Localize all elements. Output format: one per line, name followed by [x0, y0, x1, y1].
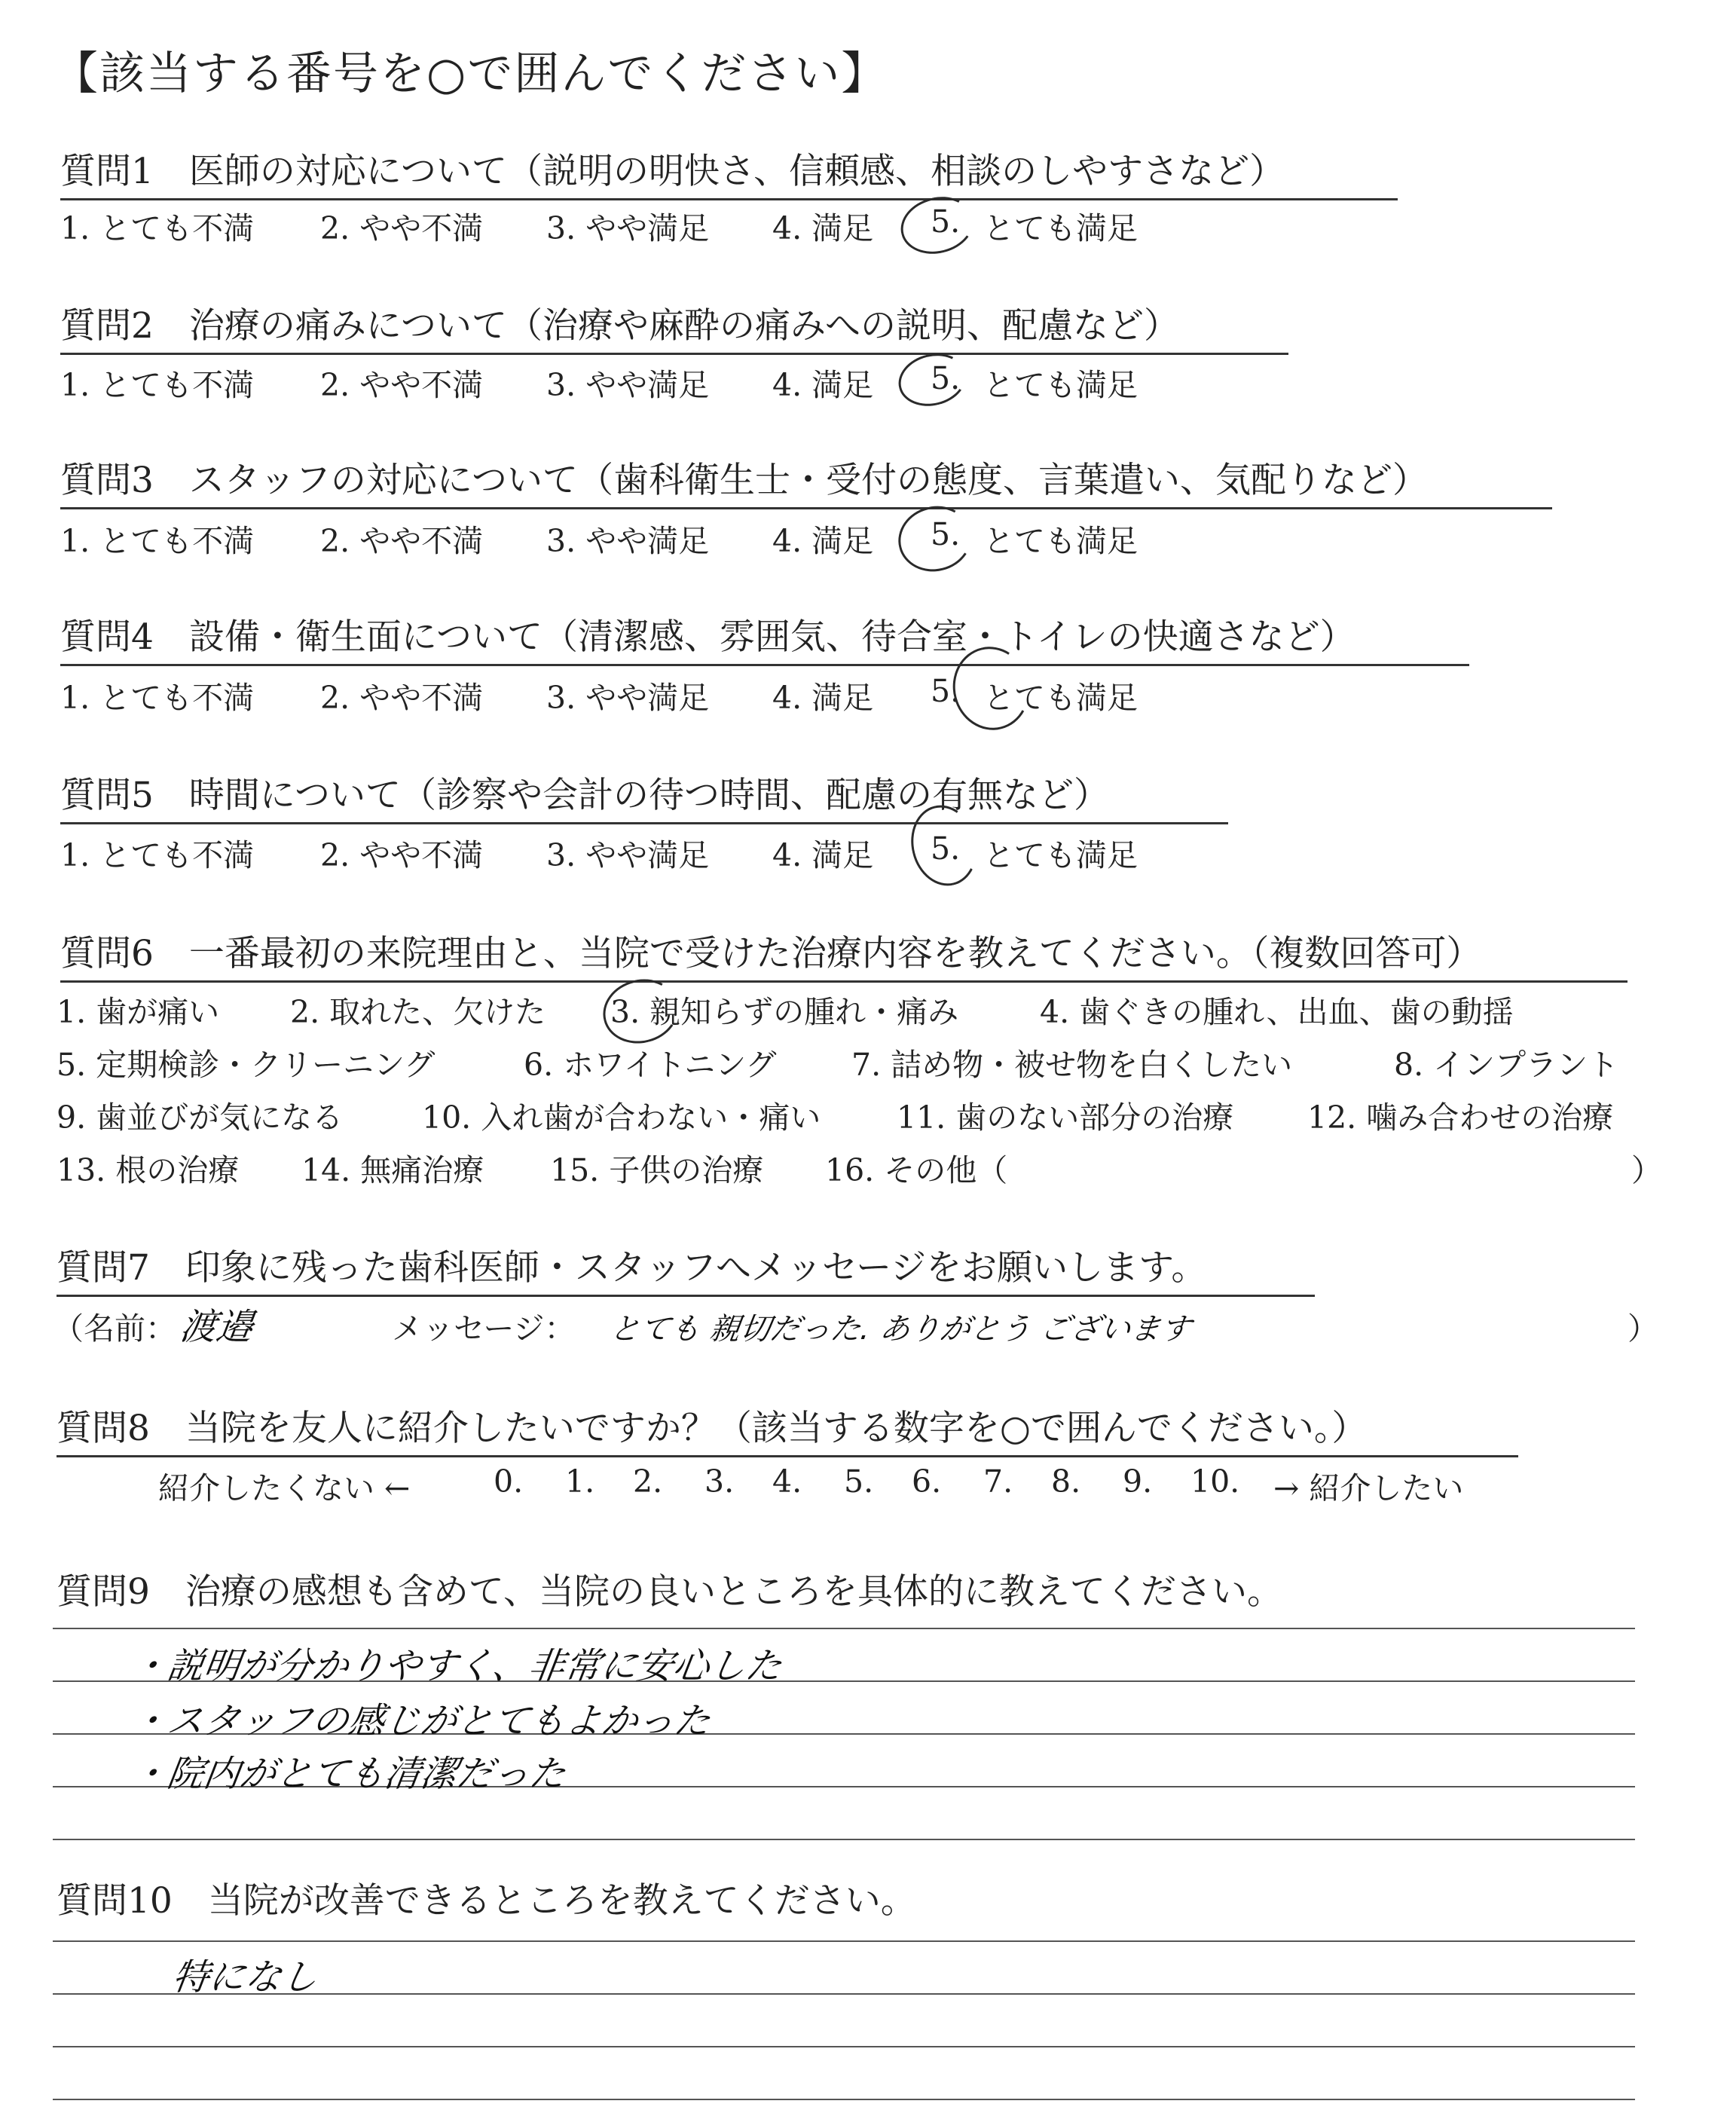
option-15[interactable]: 15. 子供の治療 [550, 1152, 764, 1188]
option-4[interactable]: 4. 満足 [772, 523, 874, 559]
option-1[interactable]: 1. とても不満 [60, 523, 255, 559]
question-6-title: 質問6 一番最初の来院理由と、当院で受けた治療内容を教えてください。（複数回答可） [60, 925, 1628, 983]
answer-text[interactable]: ・説明が分かりやすく、非常に安心した [128, 1645, 785, 1687]
selection-circle-mark [891, 498, 979, 579]
option-3[interactable]: 3. 親知らずの腫れ・痛み [610, 994, 959, 1030]
question-10-title: 質問10 当院が改善できるところを教えてください。 [57, 1880, 916, 1922]
question-5-title: 質問5 時間について（診察や会計の待つ時間、配慮の有無など） [60, 767, 1228, 824]
message-label: メッセージ： [392, 1310, 576, 1347]
option-4[interactable]: 4. 歯ぐきの腫れ、出血、歯の動揺 [1040, 994, 1514, 1030]
scale-8[interactable]: 8. [1051, 1463, 1081, 1500]
option-5-label: とても満足 [983, 367, 1138, 403]
scale-right-label: → 紹介したい [1273, 1470, 1464, 1506]
option-5-label: とても満足 [983, 523, 1138, 559]
question-2-title: 質問2 治療の痛みについて（治療や麻酔の痛みへの説明、配慮など） [60, 298, 1288, 355]
question-8-title: 質問8 当院を友人に紹介したいですか？（該当する数字を○で囲んでください。） [57, 1400, 1518, 1457]
answer-text[interactable]: ・院内がとても清潔だった [128, 1753, 569, 1795]
option-9[interactable]: 9. 歯並びが気になる [57, 1099, 344, 1136]
answer-line [53, 2046, 1635, 2047]
option-8[interactable]: 8. インプラント [1394, 1047, 1619, 1083]
question-1-options [60, 203, 1190, 249]
question-5-options [60, 830, 1190, 876]
option-5[interactable]: 5. [931, 360, 961, 396]
option-5[interactable]: 5. [931, 830, 961, 867]
option-3[interactable]: 3. やや満足 [546, 210, 710, 246]
option-14[interactable]: 14. 無痛治療 [301, 1152, 484, 1188]
option-5[interactable]: 5. [931, 516, 961, 552]
answer-line [53, 2099, 1635, 2100]
question-7-title: 質問7 印象に残った歯科医師・スタッフへメッセージをお願いします。 [57, 1240, 1315, 1297]
option-4[interactable]: 4. 満足 [772, 210, 874, 246]
message-field[interactable]: とても 親切だった. ありがとう ございます [607, 1312, 1194, 1347]
scale-0[interactable]: 0. [494, 1463, 524, 1500]
name-label: （名前： [53, 1310, 176, 1347]
question-6-options [57, 987, 1676, 1213]
option-5-label: とても満足 [983, 837, 1138, 873]
option-4[interactable]: 4. 満足 [772, 837, 874, 873]
scale-left-label: 紹介したくない ← [158, 1470, 411, 1506]
option-10[interactable]: 10. 入れ歯が合わない・痛い [422, 1099, 821, 1136]
scale-6[interactable]: 6. [912, 1463, 942, 1500]
option-4[interactable]: 4. 満足 [772, 367, 874, 403]
option-1[interactable]: 1. とても不満 [60, 680, 255, 716]
answer-text[interactable]: ・スタッフの感じがとてもよかった [128, 1700, 714, 1742]
message-close-paren: ） [1628, 1310, 1658, 1347]
option-13[interactable]: 13. 根の治療 [57, 1152, 240, 1188]
answer-line [53, 1628, 1635, 1629]
scale-4[interactable]: 4. [772, 1463, 802, 1500]
question-1-title: 質問1 医師の対応について（説明の明快さ、信頼感、相談のしやすさなど） [60, 143, 1398, 200]
scale-1[interactable]: 1. [565, 1463, 595, 1500]
option-2[interactable]: 2. やや不満 [320, 837, 484, 873]
page-title: 【該当する番号を○で囲んでください】 [53, 47, 888, 100]
option-1[interactable]: 1. とても不満 [60, 837, 255, 873]
scale-3[interactable]: 3. [704, 1463, 735, 1500]
option-5[interactable]: 5. [931, 203, 961, 240]
question-9-title: 質問9 治療の感想も含めて、当院の良いところを具体的に教えてください。 [57, 1571, 1282, 1613]
recommend-scale [158, 1463, 1514, 1509]
scale-7[interactable]: 7. [983, 1463, 1013, 1500]
scale-9[interactable]: 9. [1123, 1463, 1153, 1500]
option-3[interactable]: 3. やや満足 [546, 367, 710, 403]
option-16[interactable]: 16. その他（ [825, 1152, 1008, 1188]
option-4[interactable]: 4. 満足 [772, 680, 874, 716]
option-11[interactable]: 11. 歯のない部分の治療 [897, 1099, 1234, 1136]
option-5[interactable]: 5. [931, 673, 961, 709]
option-16-close: ） [1631, 1152, 1662, 1188]
option-12[interactable]: 12. 噛み合わせの治療 [1307, 1099, 1614, 1136]
option-2[interactable]: 2. やや不満 [320, 680, 484, 716]
option-1[interactable]: 1. とても不満 [60, 210, 255, 246]
option-7[interactable]: 7. 詰め物・被せ物を白くしたい [851, 1047, 1293, 1083]
question-4-title: 質問4 設備・衛生面について（清潔感、雰囲気、待合室・トイレの快適さなど） [60, 609, 1469, 666]
option-3[interactable]: 3. やや満足 [546, 837, 710, 873]
name-field[interactable]: 渡邉 [177, 1306, 256, 1348]
scale-5[interactable]: 5. [844, 1463, 874, 1500]
scale-10[interactable]: 10. [1190, 1463, 1240, 1500]
option-2[interactable]: 2. やや不満 [320, 367, 484, 403]
question-3-options [60, 516, 1190, 561]
option-3[interactable]: 3. やや満足 [546, 680, 710, 716]
option-2[interactable]: 2. 取れた、欠けた [290, 994, 546, 1030]
option-5-label: とても満足 [983, 680, 1138, 716]
option-2[interactable]: 2. やや不満 [320, 210, 484, 246]
question-2-options [60, 360, 1190, 405]
option-6[interactable]: 6. ホワイトニング [524, 1047, 777, 1083]
scale-2[interactable]: 2. [633, 1463, 663, 1500]
option-2[interactable]: 2. やや不満 [320, 523, 484, 559]
question-3-title: 質問3 スタッフの対応について（歯科衛生士・受付の態度、言葉遣い、気配りなど） [60, 452, 1552, 509]
option-5-label: とても満足 [983, 210, 1138, 246]
option-1[interactable]: 1. とても不満 [60, 367, 255, 403]
option-1[interactable]: 1. 歯が痛い [57, 994, 220, 1030]
answer-line [53, 1940, 1635, 1942]
option-5[interactable]: 5. 定期検診・クリーニング [57, 1047, 436, 1083]
answer-line [53, 1839, 1635, 1840]
option-3[interactable]: 3. やや満足 [546, 523, 710, 559]
answer-text[interactable]: 特になし [170, 1956, 321, 1998]
